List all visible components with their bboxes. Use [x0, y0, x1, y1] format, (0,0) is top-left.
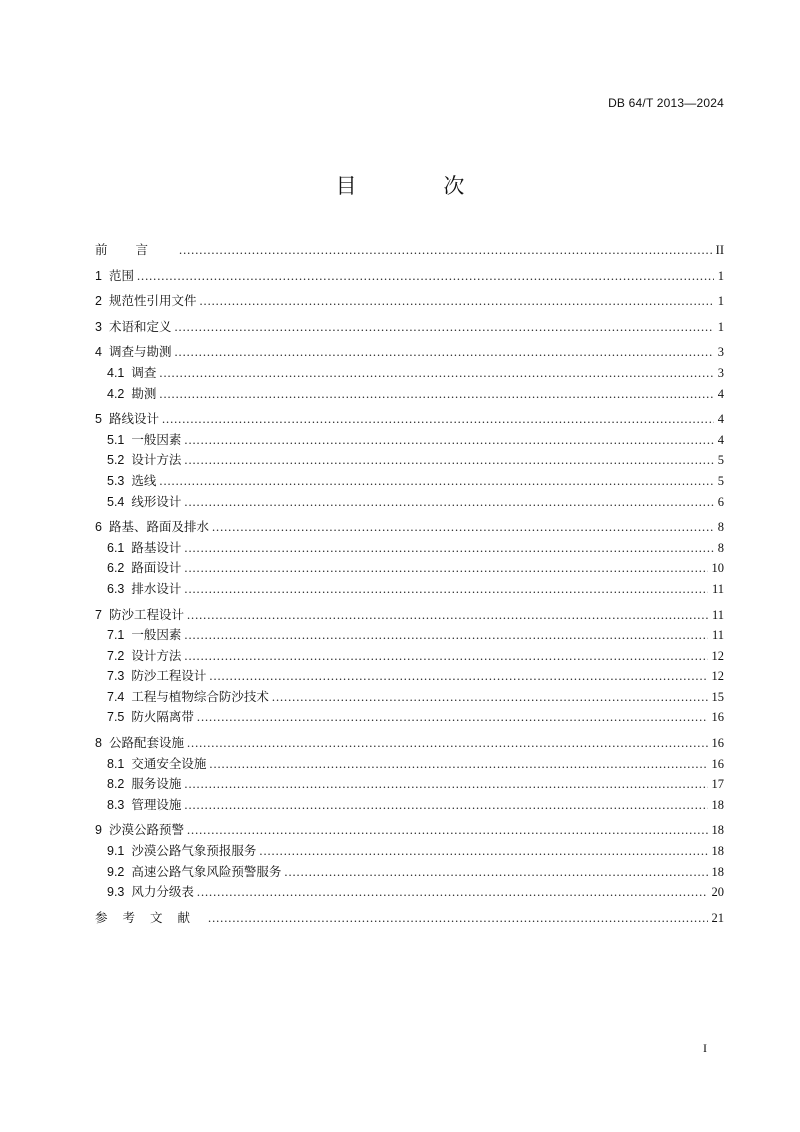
toc-entry-title: 排水设计	[131, 580, 182, 596]
toc-entry-page: 18	[711, 864, 724, 879]
toc-entry-label	[95, 240, 176, 261]
toc-entry-page: 11	[711, 628, 724, 643]
toc-entry-page: 4	[717, 432, 724, 447]
toc-entry[interactable]	[95, 558, 724, 579]
toc-entry-number: 6.1	[107, 540, 125, 555]
dot-leader	[159, 471, 713, 492]
toc-entry-number: 8.1	[107, 756, 125, 771]
toc-entry-page: 16	[711, 756, 724, 771]
toc-entry-label	[95, 409, 159, 430]
toc-entry-number: 3	[95, 319, 102, 334]
toc-entry-label	[107, 862, 281, 883]
toc-entry-number: 7.5	[107, 710, 125, 725]
toc-entry-title: 路基设计	[131, 539, 182, 555]
toc-entry[interactable]	[95, 579, 724, 600]
page-number: I	[703, 1041, 707, 1055]
toc-entry-number: 4	[95, 345, 102, 360]
dot-leader	[162, 409, 714, 430]
dot-leader	[197, 707, 708, 728]
toc-entry-label	[107, 625, 181, 646]
toc-entry-page: 1	[717, 268, 724, 283]
toc-entry-label	[95, 820, 184, 841]
toc-entry-page: 11	[711, 607, 724, 622]
toc-entry-label	[107, 882, 194, 903]
toc-entry[interactable]	[95, 409, 724, 430]
dot-leader	[174, 342, 713, 363]
toc-entry-title: 沙漠公路预警	[108, 822, 184, 838]
page-title: 目 次	[335, 174, 505, 198]
toc-entry[interactable]	[95, 774, 724, 795]
toc-entry-label	[107, 558, 181, 579]
toc-entry[interactable]	[95, 538, 724, 559]
toc-entry-page: 1	[717, 294, 724, 309]
dot-leader	[184, 538, 713, 559]
toc-entry-title: 风力分级表	[131, 884, 194, 900]
toc-entry[interactable]	[95, 733, 724, 754]
toc-entry-number: 4.2	[107, 386, 125, 401]
toc-entry-number: 8.2	[107, 777, 125, 792]
toc-entry-label	[95, 342, 171, 363]
table-of-contents	[95, 240, 724, 928]
toc-entry-label	[95, 291, 196, 312]
toc-entry-label	[107, 579, 181, 600]
toc-entry-label	[107, 646, 181, 667]
toc-entry[interactable]	[95, 492, 724, 513]
toc-entry-label	[95, 605, 184, 626]
toc-entry-page: 18	[711, 844, 724, 859]
dot-leader	[184, 558, 707, 579]
toc-entry-number: 7	[95, 607, 102, 622]
dot-leader	[187, 605, 708, 626]
toc-entry[interactable]	[95, 450, 724, 471]
toc-entry-page: 5	[717, 473, 724, 488]
toc-entry-title: 术语和定义	[108, 318, 172, 334]
dot-leader	[184, 579, 708, 600]
toc-entry-page: 10	[711, 561, 724, 576]
toc-entry-number: 8	[95, 736, 102, 751]
toc-entry-number: 5.3	[107, 473, 125, 488]
toc-entry-title: 线形设计	[131, 493, 182, 509]
toc-entry-label	[107, 471, 156, 492]
toc-entry-label	[107, 666, 206, 687]
toc-entry-page: 18	[711, 823, 724, 838]
toc-entry-page: 8	[717, 520, 724, 535]
toc-entry-title: 服务设施	[131, 776, 182, 792]
document-code: DB 64/T 2013—2024	[608, 96, 724, 110]
toc-entry-label	[107, 841, 256, 862]
dot-leader	[208, 908, 707, 929]
toc-entry[interactable]	[95, 605, 724, 626]
dot-leader	[259, 841, 707, 862]
dot-leader	[184, 450, 713, 471]
toc-entry-label	[107, 754, 206, 775]
toc-entry[interactable]	[95, 841, 724, 862]
toc-entry-title: 管理设施	[131, 796, 182, 812]
toc-entry-page: 16	[711, 710, 724, 725]
toc-entry-title: 规范性引用文件	[108, 293, 197, 309]
toc-entry-title: 调查与勘测	[108, 344, 172, 360]
toc-entry-label	[107, 430, 181, 451]
dot-leader	[212, 517, 714, 538]
toc-entry-page: 15	[711, 689, 724, 704]
toc-entry-label	[107, 687, 269, 708]
toc-entry-number: 2	[95, 294, 102, 309]
toc-entry-page: 17	[711, 777, 724, 792]
toc-entry-title: 防火隔离带	[131, 709, 194, 725]
toc-entry[interactable]	[95, 430, 724, 451]
toc-entry-label	[107, 774, 181, 795]
toc-entry-number: 9.1	[107, 844, 125, 859]
dot-leader	[184, 795, 707, 816]
toc-entry-number: 1	[95, 268, 102, 283]
toc-entry-number: 5.2	[107, 453, 125, 468]
toc-entry[interactable]	[95, 342, 724, 363]
toc-entry[interactable]	[95, 687, 724, 708]
toc-entry[interactable]	[95, 646, 724, 667]
toc-entry-title: 设计方法	[131, 647, 182, 663]
toc-entry-title: 防沙工程设计	[131, 668, 207, 684]
toc-entry-label	[107, 492, 181, 513]
toc-entry-page: 18	[711, 797, 724, 812]
toc-entry-number: 9	[95, 823, 102, 838]
toc-entry-page: 8	[717, 540, 724, 555]
toc-entry-title: 勘测	[131, 385, 157, 401]
dot-leader	[174, 317, 713, 338]
toc-entry-title: 路基、路面及排水	[108, 519, 209, 535]
toc-entry[interactable]	[95, 384, 724, 405]
dot-leader	[184, 625, 708, 646]
toc-entry-title: 设计方法	[131, 452, 182, 468]
toc-entry-page: 4	[717, 412, 724, 427]
dot-leader	[209, 754, 707, 775]
toc-entry-number: 6.2	[107, 561, 125, 576]
toc-entry-page: 6	[717, 494, 724, 509]
toc-entry-label	[107, 795, 181, 816]
dot-leader	[209, 666, 707, 687]
toc-entry-title: 范围	[108, 267, 134, 283]
toc-entry-title: 防沙工程设计	[108, 606, 184, 622]
toc-entry[interactable]	[95, 517, 724, 538]
toc-entry[interactable]	[95, 317, 724, 338]
toc-entry-label	[107, 450, 181, 471]
toc-entry[interactable]	[95, 666, 724, 687]
toc-entry-title: 前言	[95, 242, 177, 257]
toc-entry-title: 交通安全设施	[131, 755, 207, 771]
dot-leader	[184, 492, 713, 513]
toc-entry-number: 7.4	[107, 689, 125, 704]
toc-entry-page: 11	[711, 581, 724, 596]
toc-entry-label	[95, 266, 134, 287]
toc-entry-page: 4	[717, 386, 724, 401]
dot-leader	[197, 882, 708, 903]
toc-entry-title: 路面设计	[131, 560, 182, 576]
toc-entry-title: 路线设计	[108, 411, 159, 427]
toc-entry-number: 5.1	[107, 432, 125, 447]
toc-entry-number: 6.3	[107, 581, 125, 596]
dot-leader	[179, 240, 712, 261]
toc-entry-label	[107, 363, 156, 384]
toc-entry-title: 参考文献	[95, 909, 206, 925]
dot-leader	[184, 646, 707, 667]
dot-leader	[187, 733, 708, 754]
toc-entry-page: 3	[717, 345, 724, 360]
dot-leader	[159, 384, 713, 405]
toc-entry[interactable]	[95, 625, 724, 646]
toc-entry-title: 沙漠公路气象预报服务	[131, 843, 257, 859]
toc-entry-page: 16	[711, 736, 724, 751]
toc-entry[interactable]	[95, 820, 724, 841]
toc-entry-title: 一般因素	[131, 627, 182, 643]
toc-entry-label	[107, 384, 156, 405]
toc-entry-number: 9.3	[107, 885, 125, 900]
toc-entry-number: 4.1	[107, 365, 125, 380]
dot-leader	[284, 862, 707, 883]
toc-entry-number: 8.3	[107, 797, 125, 812]
toc-entry[interactable]	[95, 471, 724, 492]
toc-entry-page: 5	[717, 453, 724, 468]
toc-entry[interactable]	[95, 908, 724, 929]
toc-entry-label	[107, 707, 194, 728]
toc-entry-label	[95, 317, 171, 338]
toc-entry-title: 工程与植物综合防沙技术	[131, 688, 269, 704]
toc-entry[interactable]	[95, 754, 724, 775]
toc-entry-number: 5	[95, 412, 102, 427]
toc-entry-page: 12	[711, 648, 724, 663]
toc-entry[interactable]	[95, 363, 724, 384]
toc-entry-title: 调查	[131, 364, 157, 380]
toc-entry-number: 6	[95, 520, 102, 535]
dot-leader	[184, 774, 707, 795]
toc-entry-page: 3	[717, 365, 724, 380]
toc-entry-page: 12	[711, 669, 724, 684]
toc-entry-label	[107, 538, 181, 559]
toc-entry-page: 20	[711, 885, 724, 900]
toc-entry-title: 公路配套设施	[108, 735, 184, 751]
dot-leader	[137, 266, 714, 287]
toc-entry-label	[95, 733, 184, 754]
dot-leader	[187, 820, 708, 841]
toc-entry-title: 一般因素	[131, 431, 182, 447]
toc-entry-number: 7.1	[107, 628, 125, 643]
toc-entry-label	[95, 908, 205, 929]
toc-entry-title: 选线	[131, 472, 157, 488]
dot-leader	[184, 430, 713, 451]
toc-entry[interactable]	[95, 291, 724, 312]
dot-leader	[159, 363, 713, 384]
toc-entry[interactable]	[95, 795, 724, 816]
toc-entry-number: 7.3	[107, 669, 125, 684]
toc-entry-page: II	[715, 243, 724, 257]
toc-entry[interactable]	[95, 862, 724, 883]
toc-entry-number: 5.4	[107, 494, 125, 509]
dot-leader	[199, 291, 713, 312]
toc-entry[interactable]	[95, 882, 724, 903]
toc-entry-page: 21	[711, 910, 724, 925]
toc-entry-page: 1	[717, 319, 724, 334]
toc-entry[interactable]	[95, 266, 724, 287]
toc-entry-label	[95, 517, 209, 538]
toc-entry-title: 高速公路气象风险预警服务	[131, 863, 282, 879]
toc-entry-number: 9.2	[107, 864, 125, 879]
toc-entry[interactable]	[95, 707, 724, 728]
toc-entry[interactable]	[95, 240, 724, 261]
toc-entry-number: 7.2	[107, 648, 125, 663]
dot-leader	[272, 687, 708, 708]
